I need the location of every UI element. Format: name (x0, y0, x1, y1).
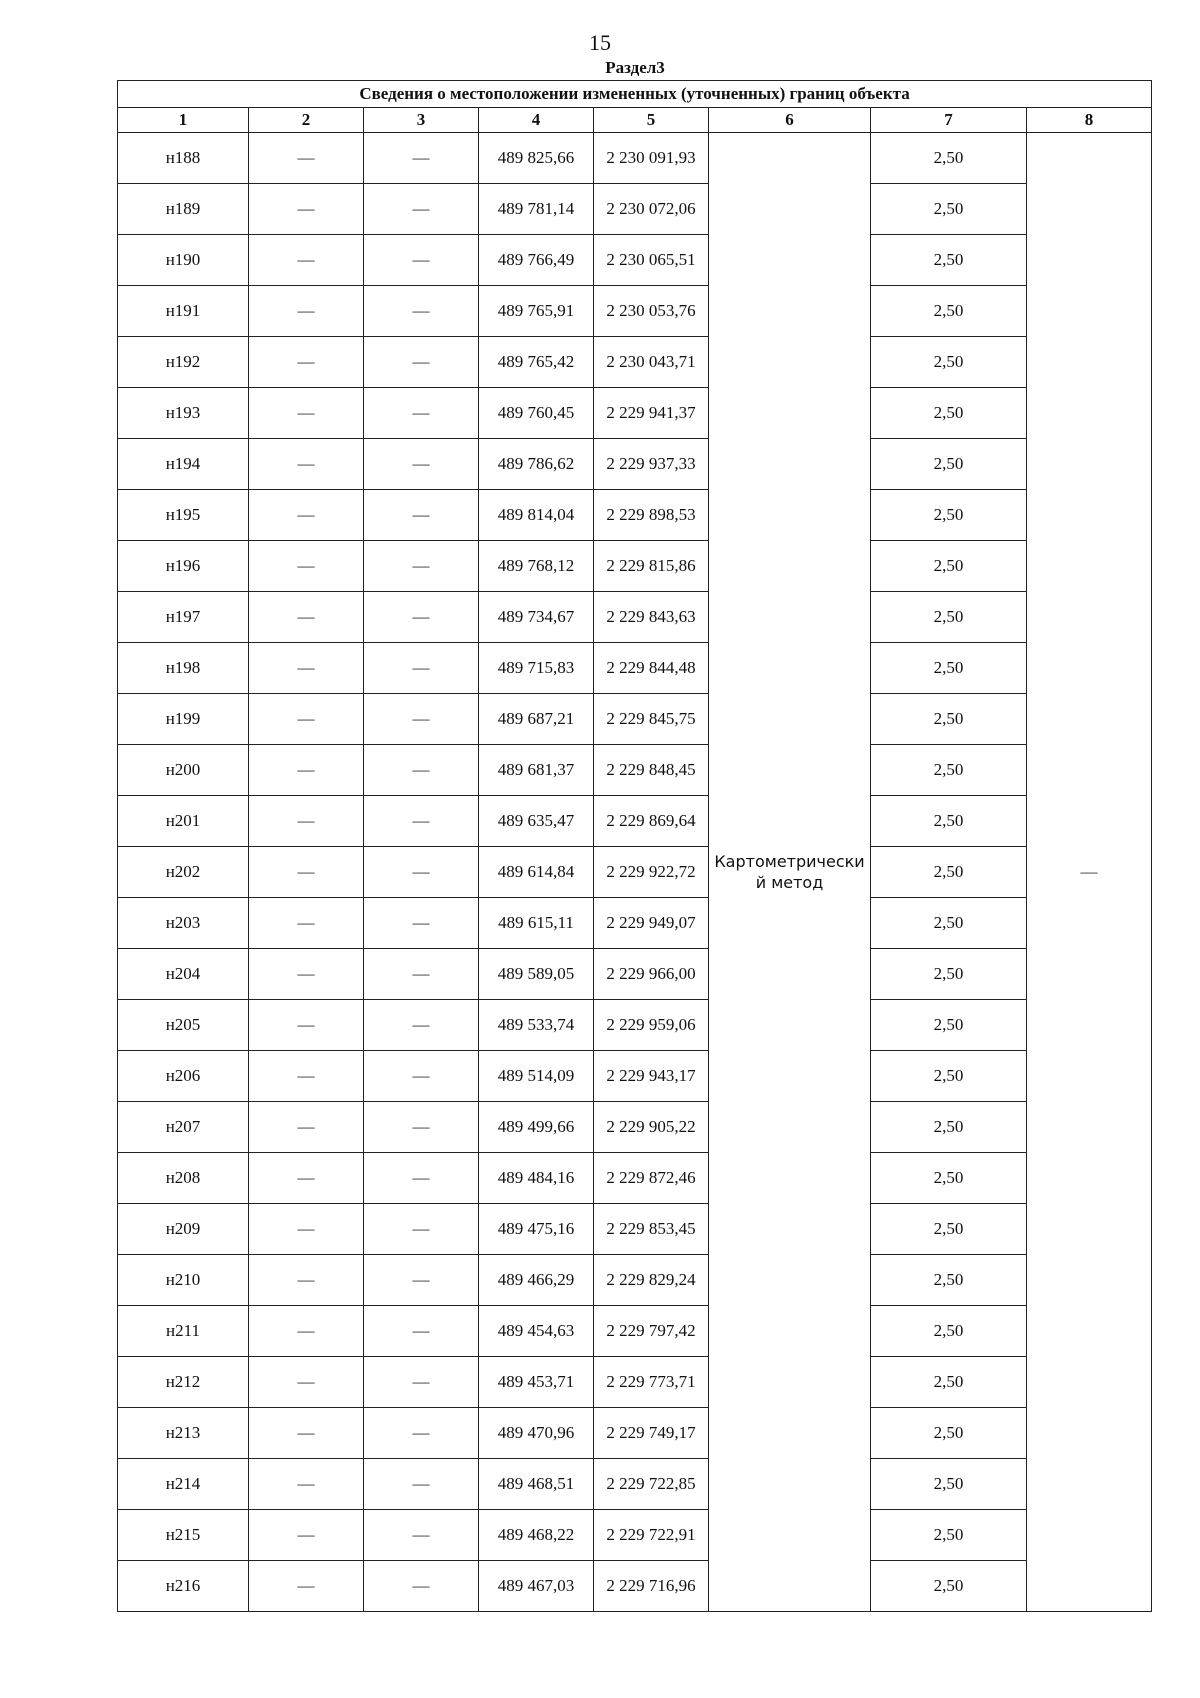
y-coordinate-cell: 2 229 797,42 (594, 1306, 709, 1357)
point-cell: н198 (118, 643, 249, 694)
col3-cell: — (364, 1204, 479, 1255)
accuracy-cell: 2,50 (871, 592, 1027, 643)
table-row (118, 286, 1152, 337)
accuracy-cell: 2,50 (871, 184, 1027, 235)
col3-cell: — (364, 1051, 479, 1102)
y-coordinate-cell: 2 229 898,53 (594, 490, 709, 541)
col3-cell: — (364, 439, 479, 490)
point-cell: н191 (118, 286, 249, 337)
accuracy-cell: 2,50 (871, 1204, 1027, 1255)
accuracy-cell: 2,50 (871, 1306, 1027, 1357)
x-coordinate-cell: 489 475,16 (479, 1204, 594, 1255)
col3-cell: — (364, 694, 479, 745)
col3-cell: — (364, 133, 479, 184)
col3-cell: — (364, 1561, 479, 1612)
col3-cell: — (364, 847, 479, 898)
y-coordinate-cell: 2 229 869,64 (594, 796, 709, 847)
accuracy-cell: 2,50 (871, 388, 1027, 439)
table-row (118, 592, 1152, 643)
page-number: 15 (589, 30, 611, 55)
y-coordinate-cell: 2 230 091,93 (594, 133, 709, 184)
x-coordinate-cell: 489 734,67 (479, 592, 594, 643)
accuracy-cell: 2,50 (871, 286, 1027, 337)
col2-cell: — (249, 439, 364, 490)
x-coordinate-cell: 489 766,49 (479, 235, 594, 286)
accuracy-cell: 2,50 (871, 1000, 1027, 1051)
column-number-4: 4 (479, 108, 594, 133)
col2-cell: — (249, 643, 364, 694)
col3-cell: — (364, 1306, 479, 1357)
boundary-coordinates-table (117, 80, 1152, 1612)
col3-cell: — (364, 592, 479, 643)
col3-cell: — (364, 1000, 479, 1051)
point-cell: н216 (118, 1561, 249, 1612)
y-coordinate-cell: 2 229 905,22 (594, 1102, 709, 1153)
point-cell: н211 (118, 1306, 249, 1357)
x-coordinate-cell: 489 768,12 (479, 541, 594, 592)
y-coordinate-cell: 2 229 845,75 (594, 694, 709, 745)
y-coordinate-cell: 2 229 773,71 (594, 1357, 709, 1408)
table-row (118, 133, 1152, 184)
table-row (118, 541, 1152, 592)
point-cell: н214 (118, 1459, 249, 1510)
accuracy-cell: 2,50 (871, 898, 1027, 949)
accuracy-cell: 2,50 (871, 133, 1027, 184)
x-coordinate-cell: 489 614,84 (479, 847, 594, 898)
x-coordinate-cell: 489 687,21 (479, 694, 594, 745)
col2-cell: — (249, 745, 364, 796)
x-coordinate-cell: 489 825,66 (479, 133, 594, 184)
accuracy-cell: 2,50 (871, 235, 1027, 286)
point-cell: н192 (118, 337, 249, 388)
col3-cell: — (364, 643, 479, 694)
x-coordinate-cell: 489 514,09 (479, 1051, 594, 1102)
col2-cell: — (249, 796, 364, 847)
col2-cell: — (249, 949, 364, 1000)
col2-cell: — (249, 1510, 364, 1561)
y-coordinate-cell: 2 229 941,37 (594, 388, 709, 439)
point-cell: н197 (118, 592, 249, 643)
col2-cell: — (249, 847, 364, 898)
method-cell: Картометрически й метод (709, 133, 871, 1612)
x-coordinate-cell: 489 814,04 (479, 490, 594, 541)
table-row (118, 184, 1152, 235)
point-cell: н188 (118, 133, 249, 184)
column-number-1: 1 (118, 108, 249, 133)
accuracy-cell: 2,50 (871, 694, 1027, 745)
col2-cell: — (249, 898, 364, 949)
x-coordinate-cell: 489 453,71 (479, 1357, 594, 1408)
col3-cell: — (364, 745, 479, 796)
table-row (118, 1000, 1152, 1051)
x-coordinate-cell: 489 533,74 (479, 1000, 594, 1051)
accuracy-cell: 2,50 (871, 796, 1027, 847)
point-cell: н203 (118, 898, 249, 949)
table-row (118, 694, 1152, 745)
table-row (118, 490, 1152, 541)
x-coordinate-cell: 489 765,42 (479, 337, 594, 388)
y-coordinate-cell: 2 229 943,17 (594, 1051, 709, 1102)
col3-cell: — (364, 1153, 479, 1204)
point-cell: н210 (118, 1255, 249, 1306)
y-coordinate-cell: 2 229 749,17 (594, 1408, 709, 1459)
table-row (118, 949, 1152, 1000)
column-number-5: 5 (594, 108, 709, 133)
table-row (118, 1255, 1152, 1306)
accuracy-cell: 2,50 (871, 490, 1027, 541)
point-cell: н199 (118, 694, 249, 745)
accuracy-cell: 2,50 (871, 745, 1027, 796)
table-row (118, 1510, 1152, 1561)
y-coordinate-cell: 2 229 722,85 (594, 1459, 709, 1510)
col3-cell: — (364, 490, 479, 541)
y-coordinate-cell: 2 229 872,46 (594, 1153, 709, 1204)
x-coordinate-cell: 489 468,51 (479, 1459, 594, 1510)
y-coordinate-cell: 2 229 922,72 (594, 847, 709, 898)
col3-cell: — (364, 388, 479, 439)
col3-cell: — (364, 1408, 479, 1459)
col2-cell: — (249, 133, 364, 184)
y-coordinate-cell: 2 230 053,76 (594, 286, 709, 337)
x-coordinate-cell: 489 484,16 (479, 1153, 594, 1204)
accuracy-cell: 2,50 (871, 1510, 1027, 1561)
col2-cell: — (249, 388, 364, 439)
col2-cell: — (249, 1561, 364, 1612)
col3-cell: — (364, 286, 479, 337)
section-title: Раздел3 (605, 58, 665, 77)
table-caption: Сведения о местоположении измененных (уточненных) границ объекта (118, 81, 1152, 108)
x-coordinate-cell: 489 681,37 (479, 745, 594, 796)
x-coordinate-cell: 489 454,63 (479, 1306, 594, 1357)
col2-cell: — (249, 1408, 364, 1459)
col2-cell: — (249, 235, 364, 286)
point-cell: н190 (118, 235, 249, 286)
table-row (118, 898, 1152, 949)
col2-cell: — (249, 1306, 364, 1357)
column-number-7: 7 (871, 108, 1027, 133)
accuracy-cell: 2,50 (871, 1153, 1027, 1204)
x-coordinate-cell: 489 589,05 (479, 949, 594, 1000)
col3-cell: — (364, 337, 479, 388)
col2-cell: — (249, 694, 364, 745)
point-cell: н215 (118, 1510, 249, 1561)
point-cell: н208 (118, 1153, 249, 1204)
table-body (118, 133, 1152, 1612)
accuracy-cell: 2,50 (871, 847, 1027, 898)
table-row (118, 1408, 1152, 1459)
accuracy-cell: 2,50 (871, 643, 1027, 694)
table-row (118, 1102, 1152, 1153)
table-row (118, 439, 1152, 490)
y-coordinate-cell: 2 230 043,71 (594, 337, 709, 388)
point-cell: н207 (118, 1102, 249, 1153)
table-row (118, 796, 1152, 847)
y-coordinate-cell: 2 230 065,51 (594, 235, 709, 286)
accuracy-cell: 2,50 (871, 439, 1027, 490)
point-cell: н206 (118, 1051, 249, 1102)
point-cell: н209 (118, 1204, 249, 1255)
column-number-2: 2 (249, 108, 364, 133)
y-coordinate-cell: 2 229 815,86 (594, 541, 709, 592)
y-coordinate-cell: 2 229 848,45 (594, 745, 709, 796)
col3-cell: — (364, 1459, 479, 1510)
table-row (118, 1204, 1152, 1255)
x-coordinate-cell: 489 760,45 (479, 388, 594, 439)
point-cell: н212 (118, 1357, 249, 1408)
point-cell: н195 (118, 490, 249, 541)
col3-cell: — (364, 184, 479, 235)
accuracy-cell: 2,50 (871, 1255, 1027, 1306)
accuracy-cell: 2,50 (871, 337, 1027, 388)
point-cell: н205 (118, 1000, 249, 1051)
x-coordinate-cell: 489 781,14 (479, 184, 594, 235)
col2-cell: — (249, 490, 364, 541)
point-cell: н204 (118, 949, 249, 1000)
accuracy-cell: 2,50 (871, 1459, 1027, 1510)
point-cell: н201 (118, 796, 249, 847)
col2-cell: — (249, 337, 364, 388)
col2-cell: — (249, 286, 364, 337)
col3-cell: — (364, 1255, 479, 1306)
y-coordinate-cell: 2 229 829,24 (594, 1255, 709, 1306)
table-row (118, 235, 1152, 286)
y-coordinate-cell: 2 229 937,33 (594, 439, 709, 490)
accuracy-cell: 2,50 (871, 541, 1027, 592)
column-number-6: 6 (709, 108, 871, 133)
table-row (118, 1459, 1152, 1510)
table-row (118, 1357, 1152, 1408)
point-cell: н200 (118, 745, 249, 796)
col3-cell: — (364, 898, 479, 949)
col2-cell: — (249, 1255, 364, 1306)
col3-cell: — (364, 1357, 479, 1408)
col2-cell: — (249, 1357, 364, 1408)
table-row (118, 745, 1152, 796)
col3-cell: — (364, 235, 479, 286)
table-row (118, 388, 1152, 439)
x-coordinate-cell: 489 468,22 (479, 1510, 594, 1561)
table-row (118, 643, 1152, 694)
y-coordinate-cell: 2 229 966,00 (594, 949, 709, 1000)
y-coordinate-cell: 2 229 843,63 (594, 592, 709, 643)
table-row (118, 337, 1152, 388)
point-cell: н194 (118, 439, 249, 490)
col2-cell: — (249, 184, 364, 235)
col2-cell: — (249, 1153, 364, 1204)
table-row (118, 847, 1152, 898)
point-cell: н189 (118, 184, 249, 235)
y-coordinate-cell: 2 229 949,07 (594, 898, 709, 949)
column-number-3: 3 (364, 108, 479, 133)
x-coordinate-cell: 489 715,83 (479, 643, 594, 694)
column-number-row (118, 108, 1152, 133)
y-coordinate-cell: 2 229 959,06 (594, 1000, 709, 1051)
col8-cell: — (1027, 133, 1152, 1612)
x-coordinate-cell: 489 765,91 (479, 286, 594, 337)
accuracy-cell: 2,50 (871, 1102, 1027, 1153)
x-coordinate-cell: 489 470,96 (479, 1408, 594, 1459)
col2-cell: — (249, 592, 364, 643)
y-coordinate-cell: 2 229 853,45 (594, 1204, 709, 1255)
point-cell: н213 (118, 1408, 249, 1459)
x-coordinate-cell: 489 499,66 (479, 1102, 594, 1153)
column-number-8: 8 (1027, 108, 1152, 133)
accuracy-cell: 2,50 (871, 1051, 1027, 1102)
table-row (118, 1051, 1152, 1102)
x-coordinate-cell: 489 786,62 (479, 439, 594, 490)
col2-cell: — (249, 1459, 364, 1510)
col3-cell: — (364, 1510, 479, 1561)
x-coordinate-cell: 489 466,29 (479, 1255, 594, 1306)
col2-cell: — (249, 1000, 364, 1051)
point-cell: н196 (118, 541, 249, 592)
y-coordinate-cell: 2 229 844,48 (594, 643, 709, 694)
accuracy-cell: 2,50 (871, 1357, 1027, 1408)
table-row (118, 1561, 1152, 1612)
point-cell: н193 (118, 388, 249, 439)
y-coordinate-cell: 2 229 722,91 (594, 1510, 709, 1561)
y-coordinate-cell: 2 230 072,06 (594, 184, 709, 235)
col2-cell: — (249, 1051, 364, 1102)
accuracy-cell: 2,50 (871, 1408, 1027, 1459)
col3-cell: — (364, 949, 479, 1000)
col3-cell: — (364, 541, 479, 592)
col3-cell: — (364, 1102, 479, 1153)
table-row (118, 1153, 1152, 1204)
x-coordinate-cell: 489 615,11 (479, 898, 594, 949)
col2-cell: — (249, 1102, 364, 1153)
table-row (118, 1306, 1152, 1357)
x-coordinate-cell: 489 635,47 (479, 796, 594, 847)
col2-cell: — (249, 1204, 364, 1255)
y-coordinate-cell: 2 229 716,96 (594, 1561, 709, 1612)
col3-cell: — (364, 796, 479, 847)
accuracy-cell: 2,50 (871, 949, 1027, 1000)
point-cell: н202 (118, 847, 249, 898)
col2-cell: — (249, 541, 364, 592)
x-coordinate-cell: 489 467,03 (479, 1561, 594, 1612)
accuracy-cell: 2,50 (871, 1561, 1027, 1612)
